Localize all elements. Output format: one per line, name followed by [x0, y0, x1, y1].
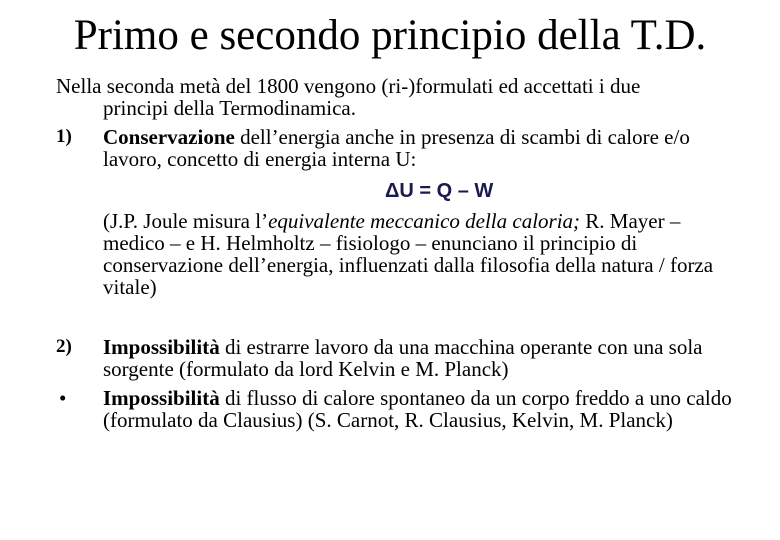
list-item-1-rest: dell’energia anche in presenza di scambi di calore e/o lavoro, concetto di energia interna U: [103, 125, 690, 171]
list-item-2 [56, 336, 736, 380]
note-after: R. Mayer – medico – e H. Helmholtz – fisiologo – enunciano il principio di conservazione dell’energia, influenzati dalla filosofia della natura / forza vitale) [103, 209, 714, 299]
list-item-3-bold: Impossibilità [103, 386, 220, 410]
list-item-3-rest: di flusso di calore spontaneo da un corpo freddo a uno caldo (formulato da Clausius) (S. Carnot, R. Clausius, Kelvin, M. Planck) [103, 386, 732, 432]
note-before: (J.P. Joule misura l’ [103, 209, 269, 233]
bullet-icon: • [59, 386, 67, 410]
list-marker-2: 2) [56, 336, 72, 357]
list-item-3 [56, 387, 736, 431]
intro-line-2: principi della Termodinamica. [103, 96, 356, 120]
slide-title: Primo e secondo principio della T.D. [73, 12, 707, 59]
list-item-2-text [103, 336, 736, 380]
intro-paragraph [56, 75, 736, 119]
list-item-2-bold: Impossibilità [103, 335, 220, 359]
intro-line-1: Nella seconda metà del 1800 vengono (ri-)formulati ed accettati i due [56, 74, 641, 98]
note-italic: equivalente meccanico della caloria; [268, 209, 581, 233]
list-item-1 [56, 126, 736, 170]
list-item-1-text [103, 126, 736, 170]
history-note [103, 210, 743, 298]
list-item-1-bold: Conservazione [103, 125, 235, 149]
list-marker-1: 1) [56, 126, 72, 147]
list-item-3-text [103, 387, 736, 431]
list-item-2-rest: di estrarre lavoro da una macchina operante con una sola sorgente (formulato da lord Kelvin e M. Planck) [103, 335, 703, 381]
formula: ΔU = Q – W [385, 180, 494, 202]
